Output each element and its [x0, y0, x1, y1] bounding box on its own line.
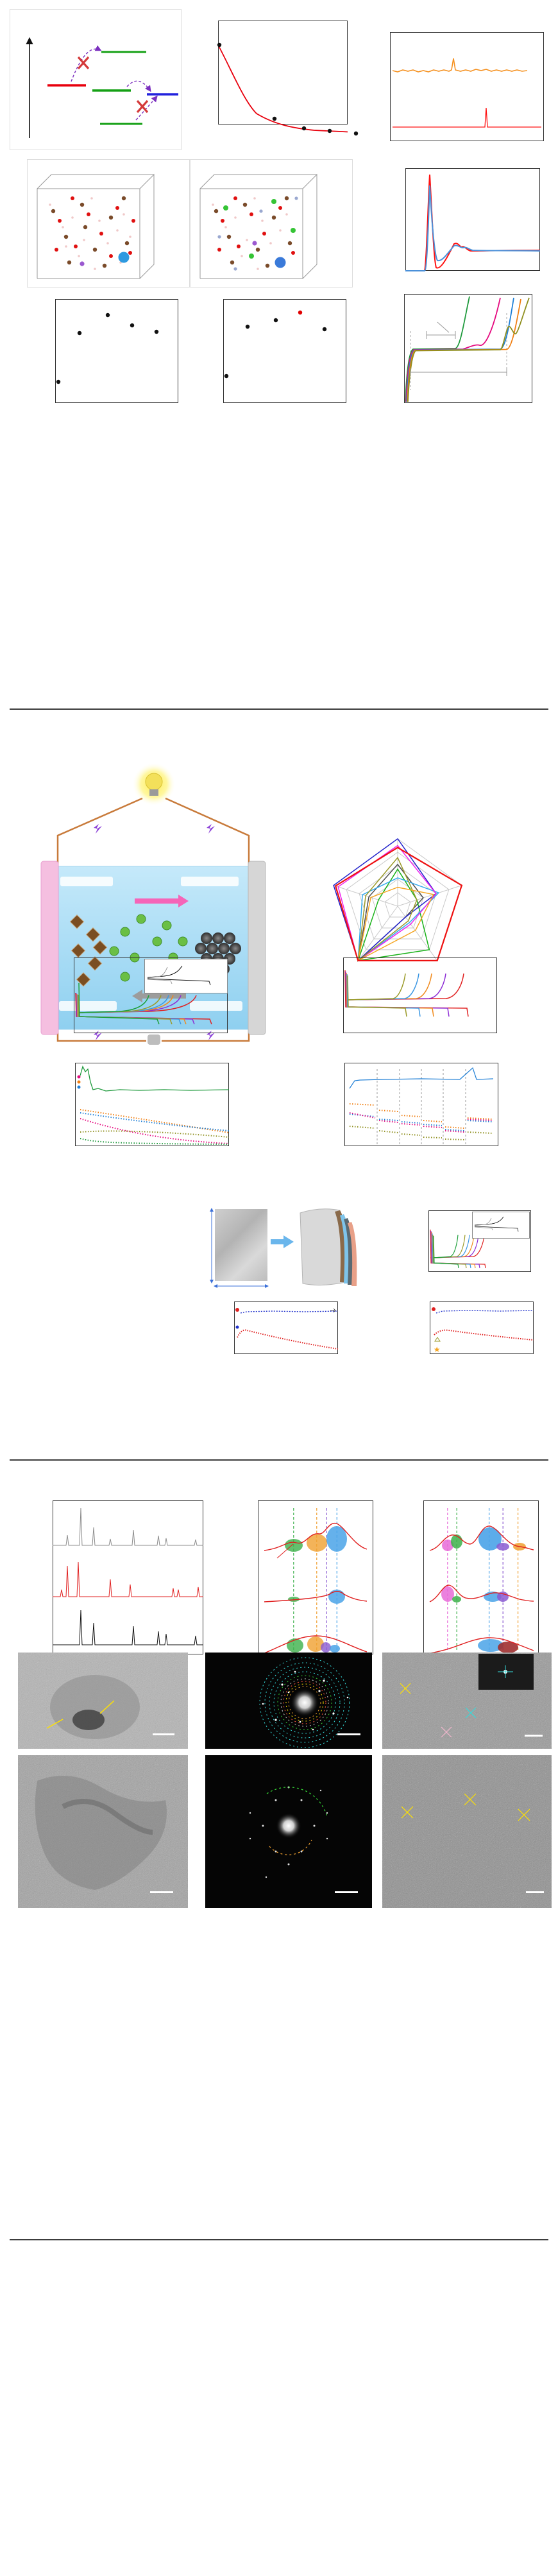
rate-profiles	[343, 957, 497, 1033]
bottom-col3	[375, 2280, 548, 2563]
pouch-figure	[199, 1201, 555, 1375]
cesium-atom	[275, 257, 286, 268]
pouch-panel-c	[215, 1298, 369, 1375]
figure1-caption	[10, 431, 12, 439]
bottom-col1	[10, 2309, 183, 2540]
address-col3	[375, 1951, 548, 2220]
solubility-plot	[218, 21, 348, 125]
le0-curve	[405, 175, 540, 271]
tem-image	[18, 1755, 188, 1908]
ref20-marker-icon	[435, 1337, 440, 1341]
rate-cycling-curves	[344, 1063, 498, 1146]
pouch-panel-b	[410, 1205, 555, 1295]
y2-ticks	[536, 1300, 545, 1356]
conductivity-points	[223, 299, 346, 403]
section-divider	[10, 708, 548, 710]
y-ticks	[394, 166, 403, 273]
fig2-panel-b	[48, 951, 273, 1059]
fig2-panel-f	[317, 1058, 542, 1172]
y-ticks	[419, 1300, 428, 1356]
y-ticks	[62, 955, 72, 1036]
mid-text-col	[10, 1235, 189, 1428]
fig2-panel-e	[317, 951, 542, 1059]
y2-ticks	[232, 1060, 242, 1149]
intro-col3	[375, 551, 548, 685]
cesium-atom	[119, 252, 130, 263]
intro-col2	[192, 551, 366, 685]
y-ticks	[209, 296, 221, 406]
fig1-panel-e	[190, 159, 353, 288]
ce-curve	[436, 1310, 534, 1313]
fig1-panel-g	[27, 290, 189, 427]
fig1-panel-a	[10, 9, 182, 150]
y-ticks	[418, 1208, 427, 1274]
band-1st-ch	[264, 1524, 367, 1552]
inset-plot	[472, 1212, 530, 1239]
saed-pattern	[205, 1755, 372, 1908]
pouch-capacity	[430, 1301, 534, 1354]
fig1-panel-d	[27, 159, 190, 288]
y2-ticks	[501, 1060, 511, 1149]
fluoride-atom	[80, 261, 84, 266]
pouch-caption	[199, 1378, 201, 1386]
address-col1	[10, 1951, 183, 2220]
fig3-panel-e	[205, 1653, 372, 1749]
y-ticks	[389, 291, 402, 406]
figure3-caption	[13, 1918, 15, 1925]
figure-block-2	[0, 732, 558, 1200]
ce-curve	[80, 1067, 229, 1091]
y-ticks	[332, 955, 342, 1036]
xrd-traces	[53, 1500, 203, 1654]
inset-curves	[473, 1212, 529, 1238]
band-pristine	[264, 1636, 367, 1653]
pouch-panel-d	[410, 1298, 558, 1375]
y-ticks	[333, 1060, 343, 1149]
address-col2	[192, 1951, 366, 2220]
figure-block-3	[0, 1476, 558, 1933]
band-1st-dis	[264, 1590, 367, 1604]
y2-ticks	[534, 1208, 543, 1274]
figure-block-1	[0, 0, 558, 449]
inset-curves	[145, 959, 227, 993]
scale-bar	[150, 1890, 173, 1893]
figure2-caption	[10, 1178, 12, 1186]
inset-plot	[144, 959, 228, 993]
scale-bar	[525, 1733, 543, 1737]
trace-dis	[53, 1562, 203, 1597]
le3-highlight-point	[298, 311, 302, 314]
xps-traces	[423, 1500, 539, 1654]
fig3-panel-g	[18, 1755, 188, 1908]
cycling-curves	[75, 1063, 229, 1146]
y-ticks	[44, 296, 53, 406]
fig1-panel-f	[380, 160, 553, 293]
capacity-curve	[237, 1330, 338, 1349]
radar-ticks-top	[400, 838, 409, 897]
fit-curve	[218, 45, 348, 132]
fig3-panel-i	[382, 1755, 552, 1908]
drop-cap	[10, 551, 13, 553]
scale-bar	[337, 1732, 360, 1735]
intro-col1	[10, 551, 183, 685]
band-1st-ch	[430, 1526, 534, 1551]
scale-bar	[526, 1890, 544, 1893]
bottom-col2	[192, 2280, 366, 2550]
pouch-cycling	[234, 1301, 338, 1354]
md-snapshot	[190, 160, 316, 287]
nitrogen-atoms	[217, 196, 298, 270]
ce-curve	[241, 1311, 338, 1313]
fig1-panel-i	[372, 288, 554, 431]
nmr-plot	[390, 32, 544, 141]
y2-ticks	[230, 955, 241, 1036]
y-ticks	[200, 18, 216, 127]
fluoride-atom	[252, 241, 257, 245]
blocked-cross-icon	[137, 101, 148, 112]
section-divider	[10, 2239, 548, 2240]
fig3-panel-h	[205, 1755, 372, 1908]
fig3-panel-d	[18, 1653, 188, 1749]
y-ticks	[224, 1300, 233, 1356]
scale-bar	[335, 1890, 358, 1893]
md-snapshot	[28, 160, 153, 287]
data-points	[217, 43, 358, 135]
fig3-panel-f	[382, 1653, 552, 1749]
conductivity-points	[55, 299, 178, 403]
blue-arrow-icon	[271, 1235, 294, 1249]
ref21-marker-icon	[434, 1346, 440, 1352]
bulb-icon	[146, 773, 162, 790]
xps-traces	[258, 1500, 373, 1654]
pouch-stack	[295, 1205, 369, 1289]
hrtem-image	[382, 1755, 552, 1908]
scale-bar	[153, 1732, 174, 1735]
fig1-panel-h	[192, 290, 354, 427]
le0-trace	[393, 108, 541, 127]
fig1-panel-c	[363, 9, 554, 164]
y2-ticks	[500, 955, 510, 1036]
energy-diagram	[10, 10, 181, 150]
dimension-arrows	[208, 1208, 272, 1291]
fig2-panel-c	[48, 1058, 273, 1172]
cv-plot	[404, 294, 532, 403]
le3-trace	[393, 58, 527, 72]
trace-ch	[53, 1508, 203, 1545]
capacity-curve	[434, 1330, 534, 1340]
y-ticks	[63, 1060, 74, 1149]
fig1-panel-b	[187, 9, 359, 158]
section-divider	[10, 1459, 548, 1461]
y2-ticks	[341, 1300, 350, 1356]
trace-pristine	[53, 1610, 203, 1645]
rdf-plot	[405, 168, 540, 271]
